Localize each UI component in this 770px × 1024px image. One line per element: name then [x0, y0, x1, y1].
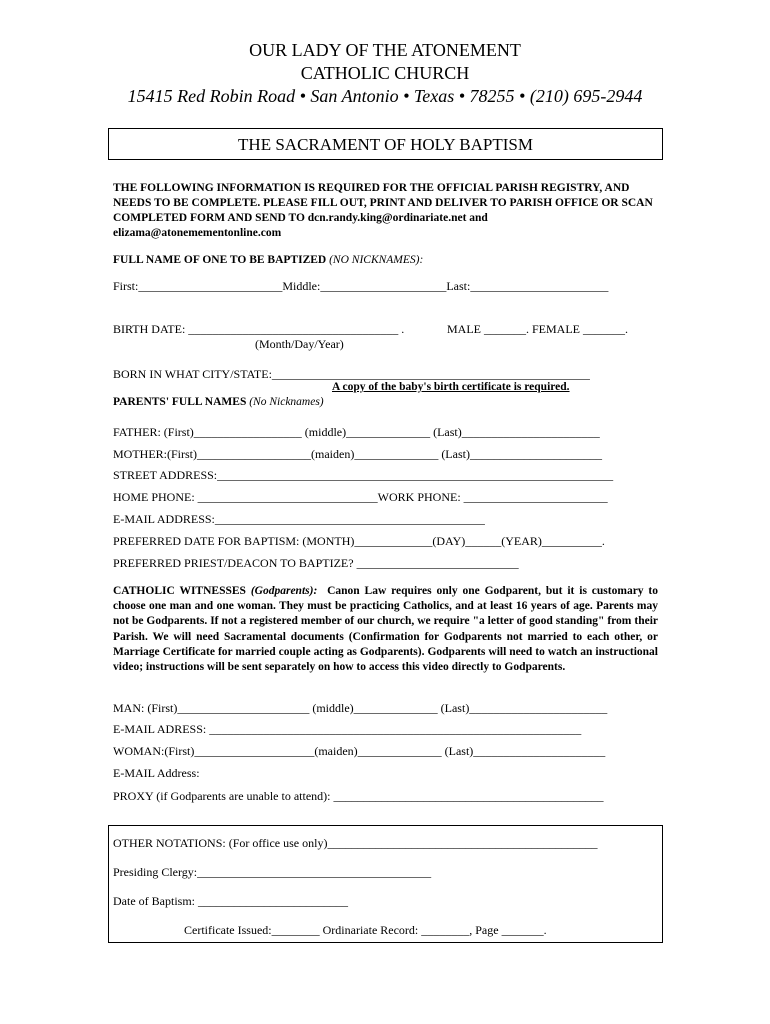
birthplace-field[interactable]: BORN IN WHAT CITY/STATE:_____________________________________________________	[113, 367, 590, 381]
certificate-record-field[interactable]: Certificate Issued:________ Ordinariate Record: ________, Page _______.	[184, 923, 547, 937]
baptized-heading-note: (NO NICKNAMES):	[329, 254, 424, 266]
gender-field[interactable]: MALE _______. FEMALE _______.	[447, 322, 628, 336]
birth-certificate-note: A copy of the baby's birth certificate is required.	[332, 381, 570, 393]
form-title: THE SACRAMENT OF HOLY BAPTISM	[238, 135, 533, 154]
parents-heading-note: (No Nicknames)	[249, 396, 324, 408]
godmother-email-field[interactable]: E-MAIL Address:	[113, 766, 200, 780]
mother-name-field[interactable]: MOTHER:(First)___________________(maiden)______________ (Last)______________________	[113, 447, 602, 461]
email-field[interactable]: E-MAIL ADDRESS:_____________________________________________	[113, 512, 485, 526]
preferred-priest-field[interactable]: PREFERRED PRIEST/DEACON TO BAPTIZE? ___________________________	[113, 556, 519, 570]
baptism-date-field[interactable]: Date of Baptism: _________________________	[113, 894, 348, 908]
baptized-heading	[113, 254, 423, 266]
phone-field[interactable]: HOME PHONE: ______________________________WORK PHONE: ________________________	[113, 490, 608, 504]
father-name-field[interactable]: FATHER: (First)__________________ (middle)______________ (Last)_______________________	[113, 425, 600, 439]
godfather-name-field[interactable]: MAN: (First)______________________ (middle)______________ (Last)_______________________	[113, 701, 608, 715]
presiding-clergy-field[interactable]: Presiding Clergy:_______________________________________	[113, 865, 432, 879]
date-format-hint: (Month/Day/Year)	[255, 337, 344, 351]
registry-notice: THE FOLLOWING INFORMATION IS REQUIRED FOR THE OFFICIAL PARISH REGISTRY, AND NEEDS TO BE COMPLETE. PLEASE FILL OUT, PRINT AND DELIVER TO PARISH OFFICE OR SCAN COMPLETED FORM AND SEND TO dcn.randy.king@ordinariate.net and elizama@atonemementonline.com	[113, 182, 653, 239]
church-address: 15415 Red Robin Road • San Antonio • Texas • 78255 • (210) 695-2944	[127, 86, 643, 106]
baptized-name-field[interactable]: First:________________________Middle:_____________________Last:_______________________	[113, 279, 609, 293]
birth-date-field[interactable]: BIRTH DATE: ___________________________________ .	[113, 322, 405, 336]
godparents-section	[113, 584, 658, 675]
baptized-heading-label: FULL NAME OF ONE TO BE BAPTIZED	[113, 254, 327, 266]
godfather-email-field[interactable]: E-MAIL ADRESS: ______________________________________________________________	[113, 722, 582, 736]
godparents-heading: CATHOLIC WITNESSES	[113, 585, 246, 597]
form-title-box	[108, 128, 663, 160]
godparents-requirements: Canon Law requires only one Godparent, but it is customary to choose one man and one woman. They must be practicing Catholics, and at least 16 years of age. Parents may not be Godparents. If not a registered member of our church, we require "a letter of good standing" from their Parish. We will need Sacramental documents (Confirmation for Godparents not married to each other, or Marriage Certificate for married couple acting as Godparents). Godparents will need to watch an instructional video; instructions will be sent separately on how to access this video directly to Godparents.	[113, 585, 659, 674]
church-name: OUR LADY OF THE ATONEMENT	[249, 40, 521, 60]
parents-heading	[113, 396, 324, 408]
preferred-date-field[interactable]: PREFERRED DATE FOR BAPTISM: (MONTH)_____________(DAY)______(YEAR)__________.	[113, 534, 605, 548]
proxy-field[interactable]: PROXY (if Godparents are unable to attend): _____________________________________________	[113, 789, 604, 803]
godmother-name-field[interactable]: WOMAN:(First)____________________(maiden)______________ (Last)______________________	[113, 744, 606, 758]
street-address-field[interactable]: STREET ADDRESS:__________________________________________________________________	[113, 468, 614, 482]
church-subtitle: CATHOLIC CHURCH	[300, 63, 470, 83]
parents-heading-label: PARENTS' FULL NAMES	[113, 396, 247, 408]
other-notations-field[interactable]: OTHER NOTATIONS: (For office use only)_____________________________________________	[113, 836, 598, 850]
godparents-heading-note: (Godparents):	[250, 585, 318, 597]
